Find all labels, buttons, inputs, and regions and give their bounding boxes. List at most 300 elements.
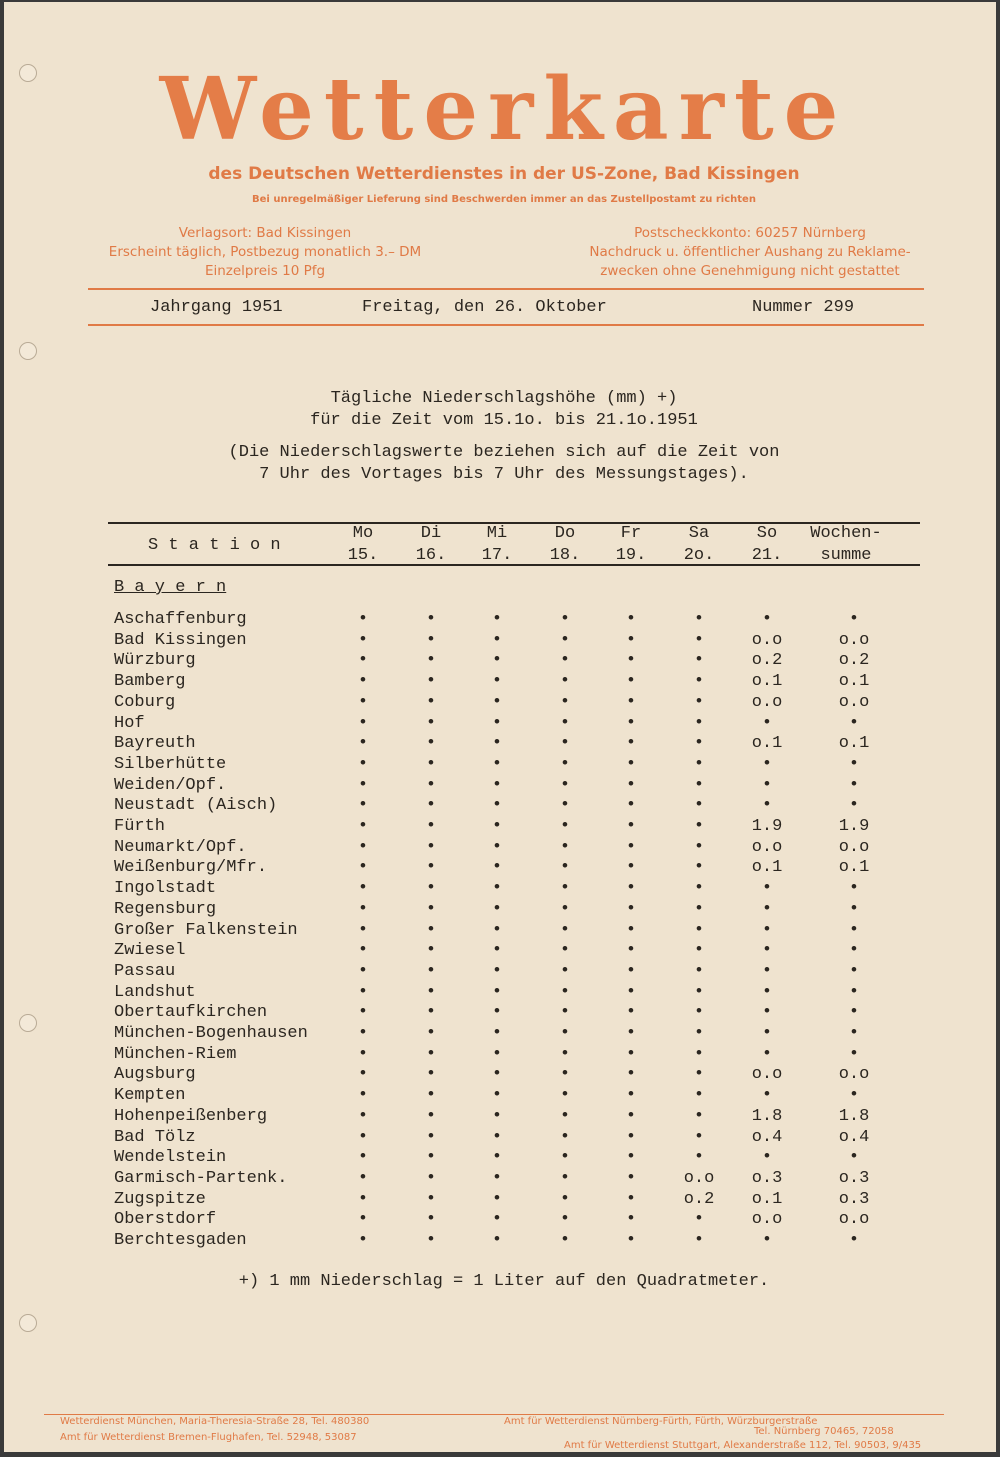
precipitation-cell: • — [625, 630, 637, 650]
weekly-sum-cell: • — [848, 899, 860, 919]
precipitation-cell: o.o — [751, 1065, 783, 1085]
precipitation-cell: • — [357, 692, 369, 712]
precipitation-cell: • — [491, 672, 503, 692]
precipitation-cell: • — [625, 734, 637, 754]
table-row — [108, 734, 920, 754]
precipitation-cell: • — [425, 775, 437, 795]
sum-header-line-2: summe — [820, 546, 872, 565]
document-page — [4, 2, 996, 1452]
precipitation-cell: • — [357, 1065, 369, 1085]
precipitation-cell: • — [425, 651, 437, 671]
precipitation-cell: • — [761, 982, 773, 1002]
station-name: Weißenburg/Mfr. — [114, 858, 268, 878]
masthead-subtitle: des Deutschen Wetterdienstes in der US-Zone, Bad Kissingen — [208, 164, 800, 184]
precipitation-cell: • — [425, 1210, 437, 1230]
divider — [44, 1414, 944, 1415]
precipitation-cell: • — [559, 1106, 571, 1126]
precipitation-cell: • — [625, 1106, 637, 1126]
table-row — [108, 755, 920, 775]
publisher-info-left: Verlagsort: Bad Kissingen Erscheint täglich, Postbezug monatlich 3.– DM Einzelpreis 10 Pfg — [108, 225, 422, 279]
precipitation-cell: • — [425, 961, 437, 981]
precipitation-cell: • — [559, 734, 571, 754]
region-label: B a y e r n — [114, 578, 227, 597]
precipitation-cell: • — [425, 1189, 437, 1209]
table-row — [108, 962, 920, 982]
precipitation-cell: • — [491, 1127, 503, 1147]
precipitation-cell: • — [693, 734, 705, 754]
precipitation-cell: o.1 — [751, 672, 783, 692]
precipitation-cell: • — [625, 1231, 637, 1250]
footer-munich: Wetterdienst München, Maria-Theresia-Straße 28, Tel. 480380 — [60, 1416, 370, 1427]
precipitation-cell: • — [357, 713, 369, 733]
precipitation-cell: • — [761, 941, 773, 961]
precipitation-cell: • — [559, 941, 571, 961]
masthead-title: Wetterkarte — [159, 59, 849, 160]
precipitation-cell: o.1 — [751, 734, 783, 754]
precipitation-cell: • — [693, 920, 705, 940]
precipitation-cell: • — [491, 651, 503, 671]
day-header-name: Sa — [688, 524, 710, 543]
precipitation-cell: • — [425, 1003, 437, 1023]
precipitation-cell: • — [761, 1148, 773, 1168]
precipitation-cell: • — [761, 899, 773, 919]
precipitation-cell: • — [491, 775, 503, 795]
precipitation-cell: • — [761, 775, 773, 795]
precipitation-cell: • — [693, 713, 705, 733]
table-row — [108, 838, 920, 858]
day-header-date: 19. — [615, 546, 647, 565]
precipitation-cell: • — [693, 899, 705, 919]
weekly-sum-cell: o.4 — [838, 1127, 870, 1147]
precipitation-cell: • — [625, 1065, 637, 1085]
precipitation-cell: • — [761, 1024, 773, 1043]
station-name: Coburg — [114, 692, 176, 712]
precipitation-cell: • — [491, 899, 503, 919]
precipitation-cell: • — [425, 630, 437, 650]
station-name: Augsburg — [114, 1065, 196, 1085]
table-row — [108, 1086, 920, 1106]
weekly-sum-cell: • — [848, 982, 860, 1002]
station-name: München-Bogenhausen — [114, 1024, 308, 1043]
day-header-name: Fr — [620, 524, 642, 543]
precipitation-cell: • — [559, 713, 571, 733]
precipitation-cell: • — [491, 1189, 503, 1209]
precipitation-cell: • — [693, 775, 705, 795]
precipitation-cell: • — [491, 1231, 503, 1250]
station-name: Weiden/Opf. — [114, 775, 227, 795]
station-name: Bad Kissingen — [114, 630, 247, 650]
precipitation-cell: • — [357, 1086, 369, 1106]
precipitation-cell: • — [425, 1127, 437, 1147]
precipitation-cell: • — [761, 1231, 773, 1250]
precipitation-cell: • — [425, 941, 437, 961]
precipitation-cell: • — [761, 754, 773, 774]
precipitation-cell: • — [693, 1065, 705, 1085]
footnote: +) 1 mm Niederschlag = 1 Liter auf den Quadratmeter. — [238, 1272, 770, 1291]
precipitation-cell: • — [425, 1024, 437, 1043]
precipitation-cell: • — [491, 982, 503, 1002]
footer-stuttgart: Amt für Wetterdienst Stuttgart, Alexanderstraße 112, Tel. 90503, 9/435 — [564, 1440, 922, 1451]
precipitation-cell: • — [491, 1003, 503, 1023]
weekly-sum-cell: • — [848, 1044, 860, 1064]
station-name: Landshut — [114, 982, 196, 1002]
station-name: Hohenpeißenberg — [114, 1106, 268, 1126]
precipitation-cell: • — [625, 920, 637, 940]
precipitation-cell: • — [693, 651, 705, 671]
table-row — [108, 1003, 920, 1023]
precipitation-cell: • — [425, 1065, 437, 1085]
precipitation-cell: • — [761, 713, 773, 733]
precipitation-cell: • — [761, 961, 773, 981]
station-name: Hof — [114, 713, 145, 733]
precipitation-cell: • — [425, 899, 437, 919]
station-name: Zwiesel — [114, 941, 186, 961]
issue-date: Freitag, den 26. Oktober — [362, 298, 607, 317]
precipitation-cell: • — [761, 610, 773, 629]
weekly-sum-cell: o.2 — [838, 651, 870, 671]
precipitation-cell: • — [559, 899, 571, 919]
precipitation-cell: • — [357, 651, 369, 671]
precipitation-cell: • — [491, 817, 503, 836]
precipitation-cell: • — [625, 982, 637, 1002]
weekly-sum-cell: • — [848, 1231, 860, 1250]
precipitation-cell: • — [491, 734, 503, 754]
table-row — [108, 817, 920, 837]
punch-hole — [19, 1314, 37, 1332]
station-name: Bad Tölz — [114, 1127, 196, 1147]
precipitation-cell: • — [559, 672, 571, 692]
precipitation-cell: • — [625, 1189, 637, 1209]
precipitation-cell: • — [425, 920, 437, 940]
precipitation-cell: • — [491, 858, 503, 878]
precipitation-cell: • — [559, 1148, 571, 1168]
precipitation-cell: • — [425, 1086, 437, 1106]
table-row — [108, 1148, 920, 1168]
station-name: Passau — [114, 961, 176, 981]
precipitation-cell: • — [491, 754, 503, 774]
precipitation-cell: • — [357, 1106, 369, 1126]
precipitation-cell: • — [357, 899, 369, 919]
weekly-sum-cell: • — [848, 1003, 860, 1023]
precipitation-cell: • — [357, 837, 369, 857]
table-row — [108, 941, 920, 961]
precipitation-cell: • — [625, 1044, 637, 1064]
precipitation-cell: • — [559, 1168, 571, 1188]
precipitation-cell: • — [357, 775, 369, 795]
precipitation-cell: • — [559, 1003, 571, 1023]
weekly-sum-cell: • — [848, 775, 860, 795]
precipitation-cell: o.2 — [683, 1189, 715, 1209]
precipitation-cell: • — [559, 630, 571, 650]
station-name: Wendelstein — [114, 1148, 227, 1168]
precipitation-cell: • — [693, 1127, 705, 1147]
precipitation-cell: • — [625, 1148, 637, 1168]
table-row — [108, 1190, 920, 1210]
precipitation-cell: • — [693, 961, 705, 981]
issue-year: Jahrgang 1951 — [150, 298, 283, 317]
weekly-sum-cell: • — [848, 796, 860, 816]
station-name: Neumarkt/Opf. — [114, 837, 247, 857]
punch-hole — [19, 342, 37, 360]
precipitation-cell: • — [425, 982, 437, 1002]
precipitation-cell: • — [559, 1231, 571, 1250]
station-name: Ingolstadt — [114, 879, 217, 899]
precipitation-cell: • — [693, 1044, 705, 1064]
precipitation-cell: • — [357, 1210, 369, 1230]
precipitation-cell: • — [425, 858, 437, 878]
precipitation-cell: • — [559, 1065, 571, 1085]
precipitation-cell: • — [693, 817, 705, 836]
precipitation-cell: • — [425, 713, 437, 733]
table-row — [108, 651, 920, 671]
table-row — [108, 858, 920, 878]
precipitation-cell: • — [625, 1024, 637, 1043]
weekly-sum-cell: o.3 — [838, 1168, 870, 1188]
precipitation-cell: • — [559, 775, 571, 795]
station-name: Oberstdorf — [114, 1210, 217, 1230]
precipitation-cell: • — [693, 879, 705, 899]
precipitation-cell: • — [357, 630, 369, 650]
weekly-sum-cell: • — [848, 1148, 860, 1168]
table-row — [108, 1107, 920, 1127]
precipitation-cell: • — [425, 1106, 437, 1126]
precipitation-cell: • — [491, 1086, 503, 1106]
precipitation-cell: • — [491, 1106, 503, 1126]
table-header — [108, 522, 920, 565]
precipitation-cell: • — [693, 754, 705, 774]
weekly-sum-cell: o.1 — [838, 734, 870, 754]
precipitation-cell: • — [491, 1148, 503, 1168]
station-header: S t a t i o n — [148, 536, 281, 555]
precipitation-cell: • — [357, 754, 369, 774]
weekly-sum-cell: 1.9 — [838, 817, 870, 836]
station-name: Aschaffenburg — [114, 610, 247, 629]
precipitation-cell: • — [559, 610, 571, 629]
precipitation-cell: • — [559, 1024, 571, 1043]
table-row — [108, 1169, 920, 1189]
heading-line-3: (Die Niederschlagswerte beziehen sich auf die Zeit von — [228, 443, 780, 462]
precipitation-cell: • — [693, 630, 705, 650]
day-header-name: Di — [420, 524, 442, 543]
precipitation-cell: • — [425, 879, 437, 899]
station-name: Silberhütte — [114, 754, 227, 774]
day-header-date: 18. — [549, 546, 581, 565]
precipitation-cell: • — [559, 1044, 571, 1064]
table-row — [108, 776, 920, 796]
table-row — [108, 693, 920, 713]
delivery-notice: Bei unregelmäßiger Lieferung sind Beschwerden immer an das Zustellpostamt zu richten — [252, 194, 756, 205]
precipitation-cell: • — [357, 941, 369, 961]
heading-line-1: Tägliche Niederschlagshöhe (mm) +) — [330, 389, 678, 408]
station-name: Neustadt (Aisch) — [114, 796, 278, 816]
precipitation-cell: • — [491, 941, 503, 961]
precipitation-cell: • — [425, 754, 437, 774]
precipitation-cell: • — [693, 837, 705, 857]
station-name: Berchtesgaden — [114, 1231, 247, 1250]
precipitation-cell: • — [425, 1168, 437, 1188]
weekly-sum-cell: • — [848, 961, 860, 981]
precipitation-cell: • — [491, 796, 503, 816]
weekly-sum-cell: o.1 — [838, 858, 870, 878]
weekly-sum-cell: o.1 — [838, 672, 870, 692]
precipitation-cell: • — [491, 920, 503, 940]
precipitation-cell: • — [625, 1127, 637, 1147]
weekly-sum-cell: o.o — [838, 837, 870, 857]
precipitation-cell: • — [491, 837, 503, 857]
footer-nuremberg: Amt für Wetterdienst Nürnberg-Fürth, Fürth, Würzburgerstraße — [504, 1416, 818, 1427]
precipitation-cell: • — [625, 858, 637, 878]
precipitation-cell: o.4 — [751, 1127, 783, 1147]
precipitation-cell: • — [625, 879, 637, 899]
precipitation-cell: • — [357, 1127, 369, 1147]
precipitation-cell: • — [761, 1044, 773, 1064]
precipitation-cell: • — [761, 1086, 773, 1106]
precipitation-cell: • — [625, 1003, 637, 1023]
weekly-sum-cell: • — [848, 941, 860, 961]
precipitation-cell: • — [357, 1231, 369, 1250]
precipitation-cell: • — [491, 1044, 503, 1064]
table-row — [108, 983, 920, 1003]
table-row — [108, 1065, 920, 1085]
precipitation-cell: • — [357, 817, 369, 836]
precipitation-cell: • — [625, 672, 637, 692]
precipitation-cell: • — [625, 713, 637, 733]
table-row — [108, 921, 920, 941]
precipitation-cell: • — [425, 796, 437, 816]
precipitation-cell: • — [357, 610, 369, 629]
precipitation-cell: • — [693, 1148, 705, 1168]
precipitation-cell: • — [693, 1086, 705, 1106]
precipitation-cell: • — [693, 610, 705, 629]
precipitation-cell: o.o — [751, 630, 783, 650]
station-name: Kempten — [114, 1086, 186, 1106]
precipitation-cell: o.1 — [751, 858, 783, 878]
precipitation-cell: • — [491, 961, 503, 981]
precipitation-cell: • — [425, 1044, 437, 1064]
precipitation-cell: • — [491, 610, 503, 629]
table-row — [108, 1231, 920, 1251]
day-header-date: 21. — [751, 546, 783, 565]
precipitation-cell: • — [625, 941, 637, 961]
footer-nuremberg-phone: Tel. Nürnberg 70465, 72058 — [754, 1426, 894, 1437]
precipitation-cell: 1.8 — [751, 1106, 783, 1126]
day-header-name: Do — [554, 524, 576, 543]
precipitation-cell: • — [559, 879, 571, 899]
precipitation-cell: • — [491, 692, 503, 712]
weekly-sum-cell: • — [848, 610, 860, 629]
weekly-sum-cell: • — [848, 1086, 860, 1106]
station-name: Großer Falkenstein — [114, 920, 298, 940]
precipitation-cell: • — [625, 796, 637, 816]
precipitation-cell: • — [761, 796, 773, 816]
precipitation-cell: • — [425, 1148, 437, 1168]
precipitation-cell: • — [761, 920, 773, 940]
table-row — [108, 631, 920, 651]
precipitation-cell: • — [559, 817, 571, 836]
precipitation-cell: • — [625, 1086, 637, 1106]
precipitation-cell: • — [559, 837, 571, 857]
weekly-sum-cell: o.o — [838, 1210, 870, 1230]
punch-hole — [19, 1014, 37, 1032]
precipitation-cell: • — [693, 1106, 705, 1126]
table-row — [108, 714, 920, 734]
precipitation-cell: • — [357, 961, 369, 981]
station-name: Obertaufkirchen — [114, 1003, 268, 1023]
precipitation-cell: • — [491, 1168, 503, 1188]
precipitation-cell: • — [425, 734, 437, 754]
day-header-name: Mi — [486, 524, 508, 543]
precipitation-cell: • — [693, 796, 705, 816]
station-name: Garmisch-Partenk. — [114, 1168, 288, 1188]
precipitation-cell: • — [425, 610, 437, 629]
day-header-name: So — [756, 524, 778, 543]
precipitation-cell: • — [625, 817, 637, 836]
precipitation-cell: • — [491, 1210, 503, 1230]
weekly-sum-cell: 1.8 — [838, 1106, 870, 1126]
precipitation-cell: • — [559, 754, 571, 774]
precipitation-cell: • — [693, 941, 705, 961]
precipitation-cell: • — [559, 858, 571, 878]
table-row — [108, 879, 920, 899]
precipitation-cell: • — [357, 1024, 369, 1043]
precipitation-cell: • — [425, 672, 437, 692]
table-row — [108, 900, 920, 920]
precipitation-cell: • — [693, 1210, 705, 1230]
precipitation-cell: • — [625, 1168, 637, 1188]
precipitation-cell: • — [425, 817, 437, 836]
day-header-date: 16. — [415, 546, 447, 565]
precipitation-cell: • — [357, 858, 369, 878]
precipitation-cell: • — [625, 651, 637, 671]
precipitation-cell: • — [357, 982, 369, 1002]
weekly-sum-cell: • — [848, 1024, 860, 1043]
precipitation-cell: • — [693, 672, 705, 692]
precipitation-cell: • — [491, 1065, 503, 1085]
table-row — [108, 1045, 920, 1065]
heading-line-2: für die Zeit vom 15.1o. bis 21.1o.1951 — [310, 411, 698, 430]
precipitation-cell: • — [693, 858, 705, 878]
divider — [88, 288, 924, 290]
precipitation-cell: • — [357, 796, 369, 816]
precipitation-cell: • — [357, 1003, 369, 1023]
precipitation-cell: • — [491, 630, 503, 650]
station-name: Würzburg — [114, 651, 196, 671]
weekly-sum-cell: • — [848, 754, 860, 774]
sum-header-line-1: Wochen- — [810, 524, 882, 543]
station-name: Regensburg — [114, 899, 217, 919]
precipitation-cell: • — [425, 837, 437, 857]
weekly-sum-cell: o.o — [838, 692, 870, 712]
issue-number: Nummer 299 — [752, 298, 855, 317]
weekly-sum-cell: • — [848, 879, 860, 899]
day-header-date: 15. — [347, 546, 379, 565]
weekly-sum-cell: o.o — [838, 630, 870, 650]
precipitation-cell: • — [357, 672, 369, 692]
table-row — [108, 1210, 920, 1230]
precipitation-cell: • — [693, 1003, 705, 1023]
weekly-sum-cell: o.o — [838, 1065, 870, 1085]
precipitation-cell: • — [425, 692, 437, 712]
heading-line-4: 7 Uhr des Vortages bis 7 Uhr des Messungstages). — [259, 465, 749, 484]
precipitation-cell: • — [559, 796, 571, 816]
precipitation-cell: • — [357, 920, 369, 940]
precipitation-cell: • — [625, 899, 637, 919]
precipitation-cell: • — [357, 1189, 369, 1209]
day-header-date: 17. — [481, 546, 513, 565]
precipitation-cell: • — [559, 982, 571, 1002]
precipitation-cell: o.1 — [751, 1189, 783, 1209]
divider — [88, 324, 924, 326]
